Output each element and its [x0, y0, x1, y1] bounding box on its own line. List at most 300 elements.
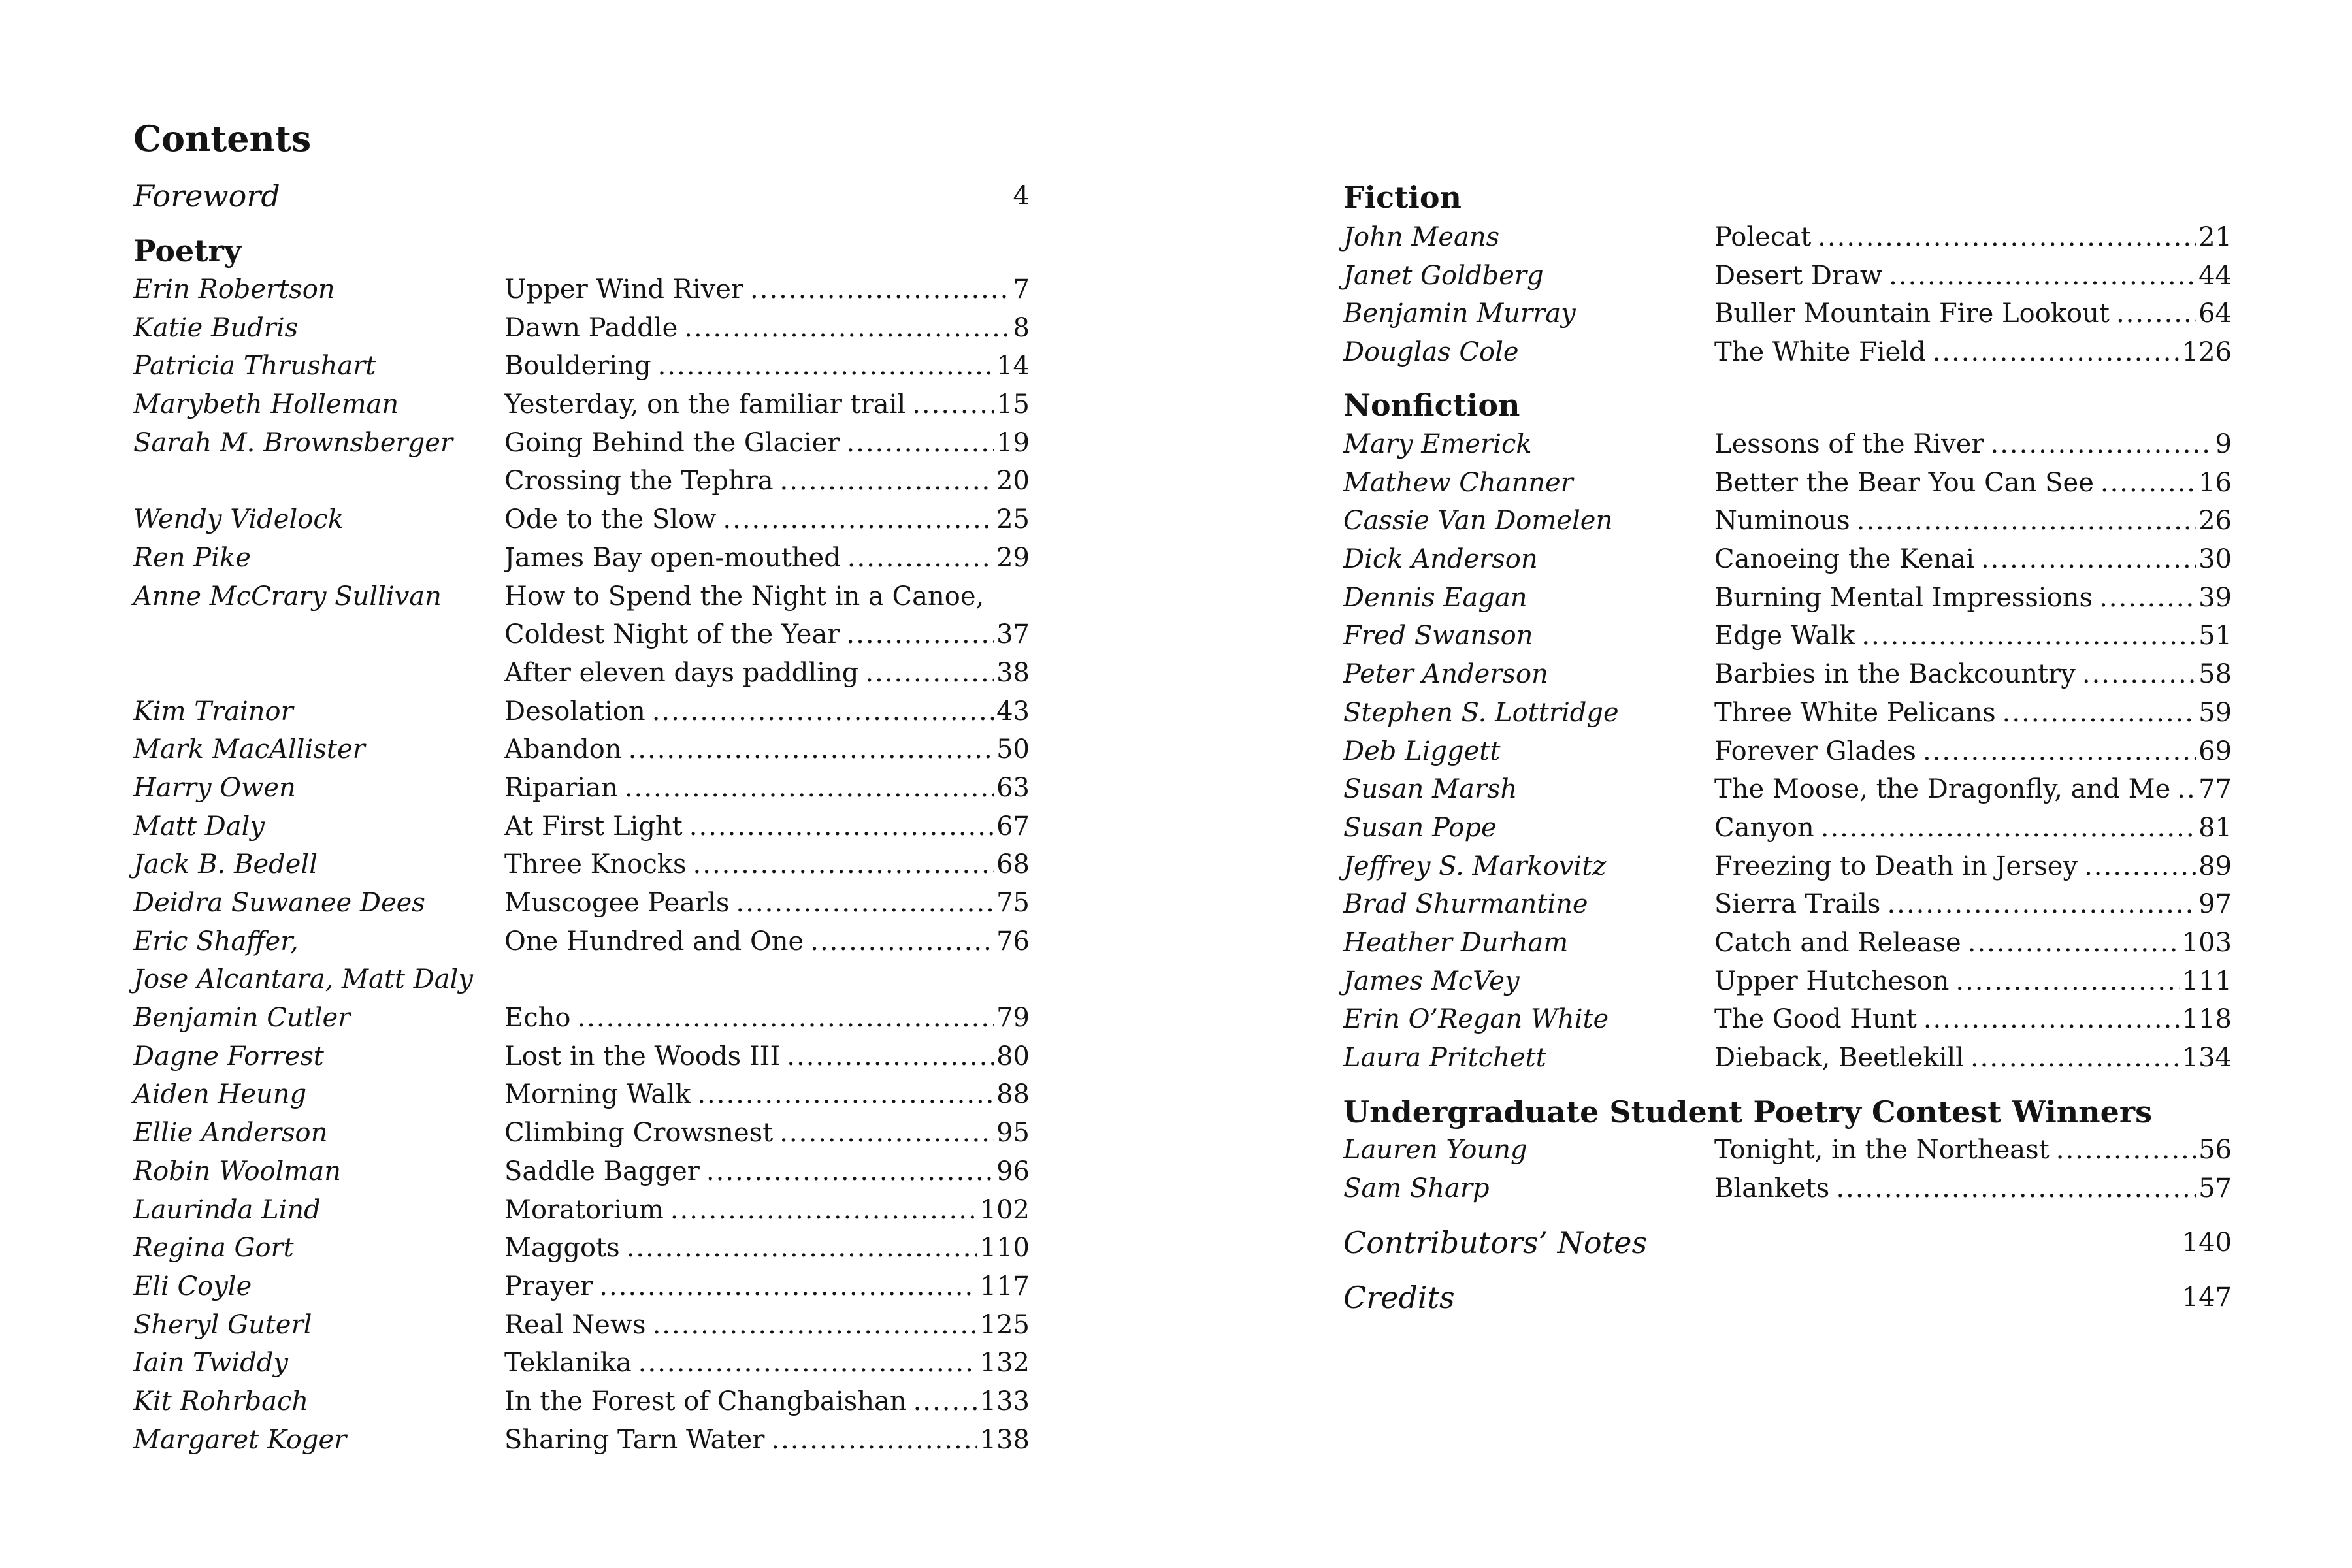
toc-page-number: 57 — [2198, 1173, 2232, 1203]
toc-entry — [504, 693, 1030, 731]
dot-leader — [2099, 579, 2196, 617]
toc-author: Eli Coyle — [133, 1271, 252, 1301]
toc-row — [133, 654, 1030, 693]
toc-page-number: 9 — [2215, 429, 2232, 459]
toc-page-number: 69 — [2198, 736, 2232, 766]
toc-page-number: 97 — [2198, 889, 2232, 920]
contributors-notes-page: 140 — [2181, 1228, 2232, 1258]
dot-leader — [697, 1075, 994, 1114]
foreword-row — [133, 172, 1030, 220]
toc-title: Tonight, in the Northeast — [1714, 1135, 2050, 1165]
toc-entry — [504, 845, 1030, 884]
toc-entry — [1714, 694, 2232, 732]
toc-row — [1343, 579, 2232, 617]
dot-leader — [780, 462, 994, 500]
dot-leader — [706, 1152, 994, 1191]
toc-entry — [504, 999, 1030, 1037]
toc-row — [133, 1075, 1030, 1114]
toc-row — [133, 1421, 1030, 1460]
toc-page-number: 25 — [996, 504, 1030, 535]
toc-row — [133, 347, 1030, 385]
toc-page-number: 26 — [2198, 506, 2232, 536]
toc-page-number: 111 — [2181, 966, 2232, 996]
toc-title: One Hundred and One — [504, 926, 804, 956]
dot-leader — [2082, 655, 2196, 694]
toc-page-number: 68 — [996, 849, 1030, 880]
toc-row — [133, 1267, 1030, 1306]
toc-title: Going Behind the Glacier — [504, 427, 840, 458]
dot-leader — [787, 1037, 994, 1076]
toc-entry — [1714, 655, 2232, 694]
toc-title: James Bay open-mouthed — [504, 542, 841, 573]
undergrad-list — [1343, 1131, 2232, 1207]
toc-row — [1343, 1000, 2232, 1039]
toc-row — [1343, 464, 2232, 502]
toc-page-number: 56 — [2198, 1135, 2232, 1165]
dot-leader — [1970, 1039, 2180, 1077]
toc-author: Dick Anderson — [1343, 544, 1538, 575]
toc-row — [133, 500, 1030, 539]
dot-leader — [2056, 1131, 2196, 1169]
dot-leader — [670, 1191, 977, 1230]
poetry-list — [133, 270, 1030, 1459]
toc-entry — [1714, 502, 2232, 540]
toc-row — [1343, 655, 2232, 694]
dot-leader — [2002, 694, 2196, 732]
toc-author: Aiden Heung — [133, 1079, 307, 1110]
toc-row — [1343, 847, 2232, 886]
dot-leader — [577, 999, 994, 1037]
toc-row — [133, 769, 1030, 808]
toc-page-number: 77 — [2198, 774, 2232, 805]
toc-entry — [1714, 962, 2232, 1001]
toc-row — [133, 1229, 1030, 1267]
toc-title: Three White Pelicans — [1714, 697, 1996, 728]
toc-page-number: 89 — [2198, 851, 2232, 881]
toc-author: Peter Anderson — [1343, 659, 1548, 690]
toc-author: Mary Emerick — [1343, 429, 1532, 459]
toc-author: Wendy Videlock — [133, 504, 344, 535]
toc-page-number: 67 — [996, 811, 1030, 841]
dot-leader — [1933, 333, 2180, 372]
toc-entry — [504, 1267, 1030, 1306]
toc-entry — [504, 424, 1030, 463]
toc-title: The Moose, the Dragonfly, and Me — [1714, 774, 2171, 805]
dot-leader — [2100, 464, 2196, 502]
toc-author: Anne McCrary Sullivan — [133, 581, 442, 612]
toc-entry — [504, 769, 1030, 808]
toc-author: Susan Pope — [1343, 812, 1497, 843]
toc-author: Sam Sharp — [1343, 1173, 1490, 1203]
toc-row — [133, 999, 1030, 1037]
toc-entry — [504, 730, 1030, 769]
dot-leader — [1821, 809, 2196, 847]
toc-title: Maggots — [504, 1233, 620, 1264]
toc-row — [1343, 333, 2232, 372]
dot-leader — [913, 1382, 977, 1421]
dot-leader — [2116, 295, 2196, 333]
contributors-notes-row — [1343, 1219, 2232, 1266]
toc-title: Upper Hutcheson — [1714, 966, 1950, 996]
toc-page-number: 50 — [996, 734, 1030, 765]
toc-page-number: 103 — [2181, 927, 2232, 958]
toc-title: Forever Glades — [1714, 736, 1916, 766]
toc-title: Lessons of the River — [1714, 429, 1984, 459]
toc-page-number: 8 — [1013, 312, 1030, 343]
toc-page-number: 79 — [996, 1003, 1030, 1034]
toc-row — [133, 808, 1030, 846]
toc-title: Numinous — [1714, 506, 1850, 536]
toc-entry — [504, 1114, 1030, 1152]
dot-leader — [865, 654, 994, 693]
toc-row — [1343, 617, 2232, 655]
dot-leader — [771, 1421, 977, 1460]
toc-author: Brad Shurmantine — [1343, 889, 1588, 920]
toc-title: Teklanika — [504, 1348, 632, 1379]
toc-author: Benjamin Cutler — [133, 1003, 351, 1034]
toc-entry — [504, 270, 1030, 309]
toc-title: Abandon — [504, 734, 622, 765]
poetry-heading: Poetry — [133, 233, 242, 269]
toc-page-number: 125 — [979, 1309, 1030, 1340]
toc-page-number: 43 — [996, 696, 1030, 727]
toc-page-number: 37 — [996, 619, 1030, 650]
toc-row — [133, 270, 1030, 309]
toc-page-number: 117 — [979, 1271, 1030, 1301]
toc-entry — [1714, 464, 2232, 502]
toc-entry — [504, 923, 1030, 961]
dot-leader — [684, 309, 1010, 348]
toc-row — [1343, 540, 2232, 579]
toc-title: Polecat — [1714, 222, 1812, 252]
toc-row — [133, 462, 1030, 500]
toc-author: Deidra Suwanee Dees — [133, 888, 425, 918]
toc-author: Lauren Young — [1343, 1135, 1527, 1165]
toc-page-number: 51 — [2198, 621, 2232, 651]
toc-author: Robin Woolman — [133, 1156, 341, 1186]
toc-row — [133, 960, 1030, 999]
toc-title: Dieback, Beetlekill — [1714, 1043, 1964, 1073]
toc-author: Janet Goldberg — [1343, 260, 1544, 291]
toc-title: Prayer — [504, 1271, 593, 1301]
toc-entry — [504, 1344, 1030, 1382]
toc-author: Harry Owen — [133, 772, 296, 803]
toc-title: Barbies in the Backcountry — [1714, 659, 2076, 690]
toc-row — [1343, 809, 2232, 847]
dot-leader — [693, 845, 994, 884]
dot-leader — [1981, 540, 2196, 579]
dot-leader — [599, 1267, 977, 1306]
dot-leader — [629, 730, 994, 769]
toc-row — [133, 385, 1030, 424]
toc-title: Three Knocks — [504, 849, 687, 880]
toc-row — [1343, 732, 2232, 771]
toc-page-number: 81 — [2198, 812, 2232, 843]
toc-author: Jack B. Bedell — [133, 849, 318, 880]
credits-label: Credits — [1343, 1280, 1455, 1315]
toc-page-number: 16 — [2198, 467, 2232, 498]
toc-page-number: 126 — [2181, 337, 2232, 368]
toc-row — [133, 1037, 1030, 1076]
toc-page-number: 15 — [996, 389, 1030, 420]
toc-page-number: 133 — [979, 1386, 1030, 1416]
toc-title: Real News — [504, 1309, 646, 1340]
toc-author: Matt Daly — [133, 811, 265, 841]
contents-title: Contents — [133, 118, 312, 159]
toc-title: In the Forest of Changbaishan — [504, 1386, 907, 1416]
toc-entry — [504, 309, 1030, 348]
toc-page-number: 134 — [2181, 1043, 2232, 1073]
toc-row — [133, 1152, 1030, 1191]
toc-entry — [504, 385, 1030, 424]
toc-entry — [1714, 1000, 2232, 1039]
toc-entry — [504, 1229, 1030, 1267]
toc-author: Laurinda Lind — [133, 1194, 321, 1225]
contributors-notes-label: Contributors’ Notes — [1343, 1225, 1648, 1260]
toc-entry — [504, 347, 1030, 385]
toc-entry — [1714, 617, 2232, 655]
toc-page-number: 110 — [979, 1233, 1030, 1264]
toc-author: Fred Swanson — [1343, 621, 1533, 651]
toc-page-number: 59 — [2198, 697, 2232, 728]
toc-title: Echo — [504, 1003, 571, 1034]
dot-leader — [1887, 885, 2196, 924]
toc-page-number: 58 — [2198, 659, 2232, 690]
dot-leader — [723, 500, 994, 539]
toc-title: Catch and Release — [1714, 927, 1961, 958]
toc-author: John Means — [1343, 222, 1500, 252]
dot-leader — [625, 769, 994, 808]
toc-entry — [504, 1382, 1030, 1421]
toc-entry — [504, 1075, 1030, 1114]
toc-entry — [504, 1191, 1030, 1230]
toc-title: Climbing Crowsnest — [504, 1118, 774, 1149]
toc-row — [133, 884, 1030, 923]
toc-page-number: 44 — [2198, 260, 2232, 291]
toc-page-number: 96 — [996, 1156, 1030, 1186]
toc-row — [133, 845, 1030, 884]
toc-page-number: 21 — [2198, 222, 2232, 252]
toc-title: Edge Walk — [1714, 621, 1855, 651]
toc-author: Marybeth Holleman — [133, 389, 399, 420]
toc-title: Muscogee Pearls — [504, 888, 730, 918]
toc-page-number: 63 — [996, 772, 1030, 803]
toc-entry — [504, 500, 1030, 539]
toc-title: The White Field — [1714, 337, 1926, 368]
toc-entry — [504, 1421, 1030, 1460]
toc-title: Sharing Tarn Water — [504, 1424, 765, 1455]
toc-title: Crossing the Tephra — [504, 466, 774, 497]
toc-row — [133, 309, 1030, 348]
toc-row — [1343, 694, 2232, 732]
toc-page-number: 64 — [2198, 299, 2232, 329]
toc-entry — [1714, 295, 2232, 333]
undergrad-heading: Undergraduate Student Poetry Contest Winners — [1343, 1094, 2152, 1130]
toc-title: How to Spend the Night in a Canoe, — [504, 581, 985, 612]
toc-entry — [504, 808, 1030, 846]
toc-author: Erin Robertson — [133, 274, 335, 304]
dot-leader — [810, 923, 994, 961]
dot-leader — [652, 693, 994, 731]
toc-author: Dennis Eagan — [1343, 582, 1527, 613]
toc-page-number: 118 — [2181, 1004, 2232, 1035]
toc-author: Sarah M. Brownsberger — [133, 427, 453, 458]
credits-row — [1343, 1274, 2232, 1321]
toc-title: Better the Bear You Can See — [1714, 467, 2094, 498]
dot-leader — [1968, 924, 2180, 962]
toc-page-number: 38 — [996, 657, 1030, 688]
toc-entry — [1714, 1131, 2232, 1169]
toc-row — [1343, 1131, 2232, 1169]
nonfiction-heading: Nonfiction — [1343, 387, 1520, 423]
toc-author: Laura Pritchett — [1343, 1043, 1546, 1073]
dot-leader — [846, 424, 994, 463]
dot-leader — [689, 808, 994, 846]
toc-page-number: 102 — [979, 1194, 1030, 1225]
dot-leader — [1861, 617, 2196, 655]
toc-author: Erin O’Regan White — [1343, 1004, 1609, 1035]
toc-author: Kit Rohrbach — [133, 1386, 309, 1416]
toc-author: Mark MacAllister — [133, 734, 365, 765]
toc-entry — [1714, 770, 2232, 809]
toc-author: Jose Alcantara, Matt Daly — [133, 964, 474, 995]
toc-entry — [504, 615, 1030, 654]
toc-author: Regina Gort — [133, 1233, 294, 1264]
toc-row — [133, 1382, 1030, 1421]
toc-page-number: 88 — [996, 1079, 1030, 1110]
toc-page-number: 14 — [996, 351, 1030, 382]
toc-page-number: 39 — [2198, 582, 2232, 613]
dot-leader — [847, 539, 994, 578]
toc-row — [1343, 257, 2232, 295]
dot-leader — [1923, 1000, 2180, 1039]
toc-page-number: 20 — [996, 466, 1030, 497]
nonfiction-list — [1343, 425, 2232, 1077]
dot-leader — [627, 1229, 977, 1267]
toc-entry — [504, 654, 1030, 693]
toc-entry — [1714, 924, 2232, 962]
toc-entry — [1714, 885, 2232, 924]
toc-author: Patricia Thrushart — [133, 351, 376, 382]
toc-row — [133, 1306, 1030, 1345]
toc-title: Riparian — [504, 772, 618, 803]
foreword-page: 4 — [1013, 181, 1030, 211]
toc-entry — [1714, 732, 2232, 771]
toc-title: Freezing to Death in Jersey — [1714, 851, 2078, 881]
credits-page: 147 — [2181, 1282, 2232, 1313]
toc-title: Upper Wind River — [504, 274, 744, 304]
toc-author: Jeffrey S. Markovitz — [1343, 851, 1607, 881]
toc-row — [1343, 295, 2232, 333]
toc-author: Iain Twiddy — [133, 1348, 289, 1379]
toc-page-number: 30 — [2198, 544, 2232, 575]
toc-title: Coldest Night of the Year — [504, 619, 840, 650]
dot-leader — [2084, 847, 2196, 886]
toc-row — [1343, 502, 2232, 540]
foreword-label: Foreword — [133, 178, 280, 214]
toc-page-number: 138 — [979, 1424, 1030, 1455]
toc-row — [133, 1114, 1030, 1152]
toc-page-number: 80 — [996, 1041, 1030, 1071]
toc-title: Desert Draw — [1714, 260, 1883, 291]
dot-leader — [1818, 218, 2196, 257]
toc-row — [133, 693, 1030, 731]
toc-author: Deb Liggett — [1343, 736, 1501, 766]
toc-title: Yesterday, on the familiar trail — [504, 389, 906, 420]
dot-leader — [846, 615, 994, 654]
dot-leader — [750, 270, 1011, 309]
toc-row — [1343, 218, 2232, 257]
dot-leader — [638, 1344, 977, 1382]
toc-title: Blankets — [1714, 1173, 1830, 1203]
toc-entry — [504, 462, 1030, 500]
toc-entry — [1714, 333, 2232, 372]
toc-page-number: 95 — [996, 1118, 1030, 1149]
toc-row — [133, 923, 1030, 961]
dot-leader — [779, 1114, 994, 1152]
dot-leader — [1857, 502, 2196, 540]
toc-author: Sheryl Guterl — [133, 1309, 312, 1340]
toc-author: Stephen S. Lottridge — [1343, 697, 1619, 728]
toc-row — [133, 424, 1030, 463]
toc-entry — [504, 1152, 1030, 1191]
toc-row — [1343, 425, 2232, 464]
toc-row — [1343, 770, 2232, 809]
dot-leader — [736, 884, 994, 923]
toc-title: Desolation — [504, 696, 645, 727]
toc-author: Katie Budris — [133, 312, 299, 343]
toc-author: Heather Durham — [1343, 927, 1569, 958]
toc-title: Buller Mountain Fire Lookout — [1714, 299, 2110, 329]
toc-entry — [1714, 579, 2232, 617]
toc-title: Bouldering — [504, 351, 651, 382]
toc-title: Sierra Trails — [1714, 889, 1881, 920]
toc-author: Mathew Channer — [1343, 467, 1573, 498]
toc-entry — [1714, 809, 2232, 847]
toc-row — [1343, 885, 2232, 924]
dot-leader — [912, 385, 994, 424]
toc-title: Canoeing the Kenai — [1714, 544, 1974, 575]
toc-title: Lost in the Woods III — [504, 1041, 781, 1071]
toc-page-number: 132 — [979, 1348, 1030, 1379]
toc-author: Eric Shaffer, — [133, 926, 299, 956]
toc-title: Morning Walk — [504, 1079, 691, 1110]
toc-row — [133, 1344, 1030, 1382]
toc-entry — [504, 1306, 1030, 1345]
toc-entry — [1714, 1039, 2232, 1077]
toc-page-number: 76 — [996, 926, 1030, 956]
toc-row — [133, 1191, 1030, 1230]
toc-row — [1343, 1039, 2232, 1077]
toc-entry — [1714, 1169, 2232, 1208]
toc-author: Kim Trainor — [133, 696, 293, 727]
toc-title: The Good Hunt — [1714, 1004, 1917, 1035]
toc-author: Ellie Anderson — [133, 1118, 328, 1149]
toc-page-number: 7 — [1013, 274, 1030, 304]
fiction-list — [1343, 218, 2232, 372]
toc-title: Saddle Bagger — [504, 1156, 700, 1186]
toc-title: Dawn Paddle — [504, 312, 678, 343]
toc-row — [133, 615, 1030, 654]
toc-author: Cassie Van Domelen — [1343, 506, 1613, 536]
toc-entry — [504, 884, 1030, 923]
toc-page-number: 29 — [996, 542, 1030, 573]
toc-title: Burning Mental Impressions — [1714, 582, 2093, 613]
toc-author: Douglas Cole — [1343, 337, 1519, 368]
dot-leader — [658, 347, 994, 385]
toc-page-number: 75 — [996, 888, 1030, 918]
dot-leader — [1923, 732, 2196, 771]
